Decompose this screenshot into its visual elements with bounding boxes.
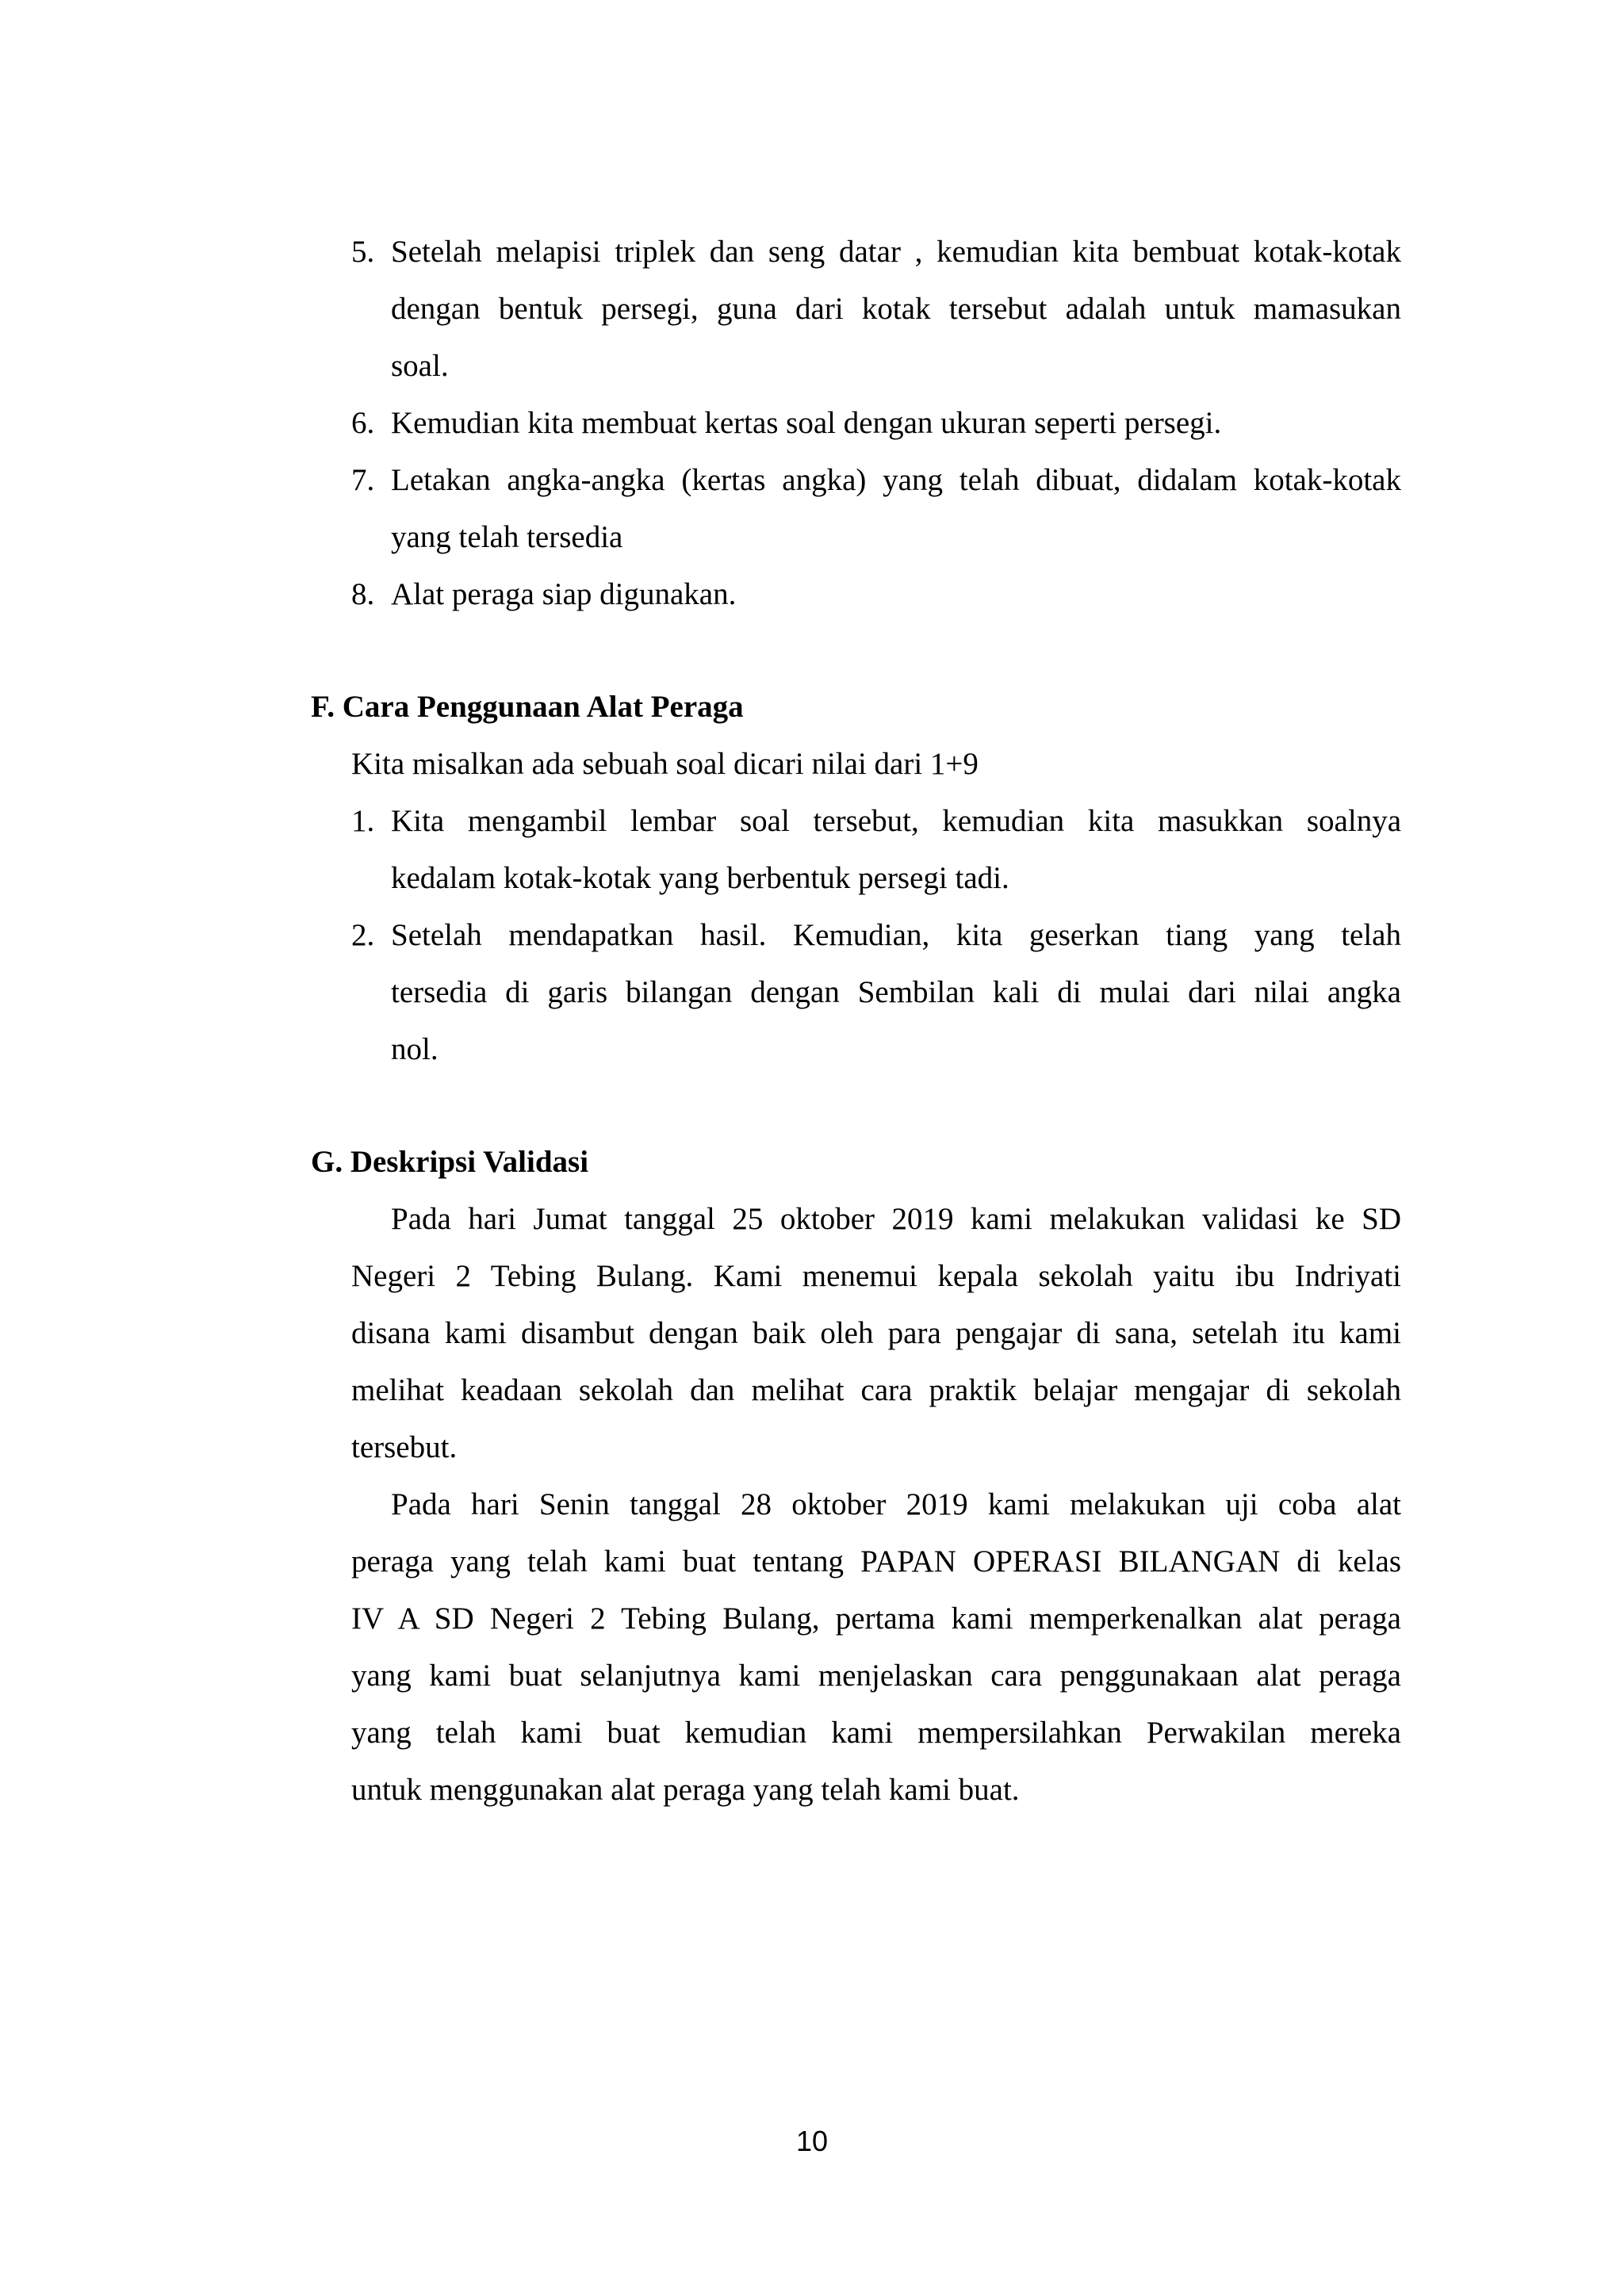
- list-item-line: yang telah tersedia: [391, 520, 623, 554]
- list-item-line: Kemudian kita membuat kertas soal dengan ukuran seperti persegi.: [391, 406, 1222, 440]
- list-item-line: Alat peraga siap digunakan.: [391, 577, 737, 611]
- paragraph-line: IV A SD Negeri 2 Tebing Bulang, pertama kami memperkenalkan alat peraga: [351, 1601, 1401, 1636]
- paragraph-line: melihat keadaan sekolah dan melihat cara praktik belajar mengajar di sekolah: [351, 1373, 1401, 1407]
- list-number: 2.: [351, 918, 375, 952]
- list-item-line: nol.: [391, 1032, 439, 1066]
- list-number: 8.: [351, 577, 375, 611]
- paragraph-line: disana kami disambut dengan baik oleh para pengajar di sana, setelah itu kami: [351, 1316, 1401, 1350]
- list-item-line: dengan bentuk persegi, guna dari kotak tersebut adalah untuk mamasukan: [391, 292, 1401, 326]
- paragraph-line: Pada hari Jumat tanggal 25 oktober 2019 kami melakukan validasi ke SD: [391, 1202, 1401, 1236]
- list-number: 7.: [351, 463, 375, 497]
- paragraph-line: yang telah kami buat kemudian kami mempersilahkan Perwakilan mereka: [351, 1716, 1401, 1750]
- list-item-line: Setelah mendapatkan hasil. Kemudian, kita geserkan tiang yang telah: [391, 918, 1401, 952]
- paragraph-line: tersebut.: [351, 1430, 458, 1464]
- list-item-line: Setelah melapisi triplek dan seng datar , kemudian kita bembuat kotak-kotak: [391, 235, 1401, 269]
- section-intro: Kita misalkan ada sebuah soal dicari nilai dari 1+9: [351, 747, 979, 781]
- paragraph-line: Negeri 2 Tebing Bulang. Kami menemui kepala sekolah yaitu ibu Indriyati: [351, 1259, 1401, 1293]
- list-item-line: soal.: [391, 349, 449, 383]
- list-item-line: Letakan angka-angka (kertas angka) yang telah dibuat, didalam kotak-kotak: [391, 463, 1401, 497]
- list-number: 1.: [351, 804, 375, 838]
- list-item-line: tersedia di garis bilangan dengan Sembilan kali di mulai dari nilai angka: [391, 975, 1401, 1009]
- paragraph-line: untuk menggunakan alat peraga yang telah kami buat.: [351, 1773, 1020, 1807]
- list-item-line: Kita mengambil lembar soal tersebut, kemudian kita masukkan soalnya: [391, 804, 1401, 838]
- list-number: 6.: [351, 406, 375, 440]
- section-heading-g: G. Deskripsi Validasi: [311, 1145, 589, 1179]
- paragraph-line: yang kami buat selanjutnya kami menjelaskan cara penggunakaan alat peraga: [351, 1659, 1401, 1693]
- list-item-line: kedalam kotak-kotak yang berbentuk persegi tadi.: [391, 861, 1009, 895]
- paragraph-line: peraga yang telah kami buat tentang PAPAN OPERASI BILANGAN di kelas: [351, 1544, 1401, 1578]
- section-heading-f: F. Cara Penggunaan Alat Peraga: [311, 690, 744, 724]
- paragraph-line: Pada hari Senin tanggal 28 oktober 2019 kami melakukan uji coba alat: [391, 1487, 1401, 1521]
- list-number: 5.: [351, 235, 375, 269]
- page-number: 10: [795, 2125, 829, 2157]
